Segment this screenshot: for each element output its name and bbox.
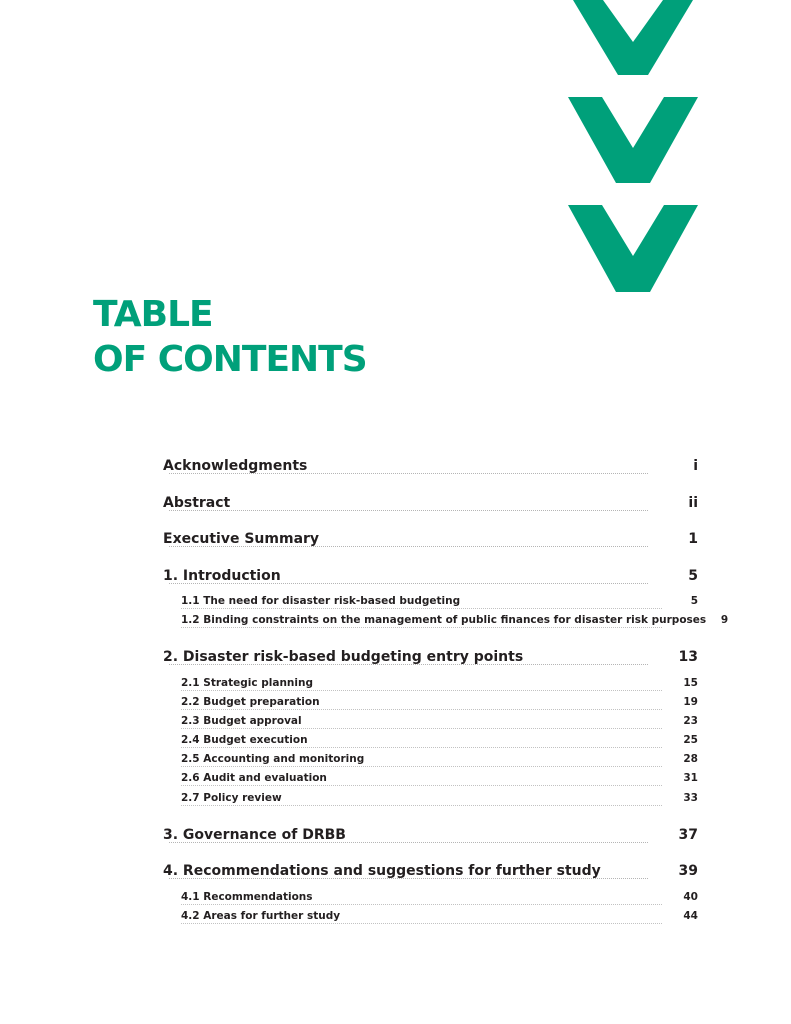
toc-subentry-2-6[interactable] <box>163 767 698 786</box>
toc-subentry-label: 4.2 Areas for further study <box>181 909 341 922</box>
toc-entry-chapter-3[interactable] <box>163 813 698 849</box>
toc-subentry-2-2[interactable] <box>163 691 698 710</box>
leader-dots <box>169 509 648 511</box>
chevron-down-icon <box>568 97 698 183</box>
spacer <box>163 628 698 635</box>
toc-subentry-page: 31 <box>683 772 698 785</box>
leader-dots <box>169 877 648 879</box>
toc-subentry-4-2[interactable] <box>163 905 698 924</box>
chevron-down-icon <box>573 0 693 75</box>
toc-entry-acknowledgments[interactable] <box>163 444 698 480</box>
leader-dots <box>169 545 648 547</box>
toc-entry-page: ii <box>688 494 698 511</box>
toc-subentry-page: 15 <box>683 676 698 689</box>
toc-subentry-2-7[interactable] <box>163 786 698 805</box>
toc-entry-page: 1 <box>688 531 698 548</box>
toc-subentry-1-2[interactable] <box>163 609 729 628</box>
leader-dots <box>169 472 648 474</box>
leader-dots <box>169 582 648 584</box>
toc-subentry-page: 9 <box>720 613 729 626</box>
toc-subentry-4-1[interactable] <box>163 885 698 904</box>
toc-subentry-page: 25 <box>683 734 698 747</box>
toc-entry-chapter-4[interactable] <box>163 849 698 885</box>
toc-subentry-1-1[interactable] <box>163 590 698 609</box>
toc-subentry-label: 4.1 Recommendations <box>181 890 313 903</box>
page-title <box>93 292 367 382</box>
toc-entry-page: i <box>693 458 698 475</box>
toc-subentry-label: 1.2 Binding constraints on the management of public finances for disaster risk purposes <box>181 613 707 626</box>
toc-entry-label: 1. Introduction <box>163 567 281 584</box>
toc-entry-page: 5 <box>688 567 698 584</box>
spacer <box>163 806 698 813</box>
toc-entry-label: Acknowledgments <box>163 458 308 475</box>
toc-subentry-page: 19 <box>683 695 698 708</box>
leader-dots <box>169 841 648 843</box>
toc-entry-label: 3. Governance of DRBB <box>163 827 346 844</box>
toc-subentry-label: 2.4 Budget execution <box>181 734 308 747</box>
toc-entry-abstract[interactable] <box>163 480 698 516</box>
chevron-down-icon <box>568 205 698 292</box>
toc-subentry-page: 28 <box>683 753 698 766</box>
toc-subentry-page: 23 <box>683 714 698 727</box>
toc-entry-label: 2. Disaster risk-based budgeting entry points <box>163 649 524 666</box>
toc-subentry-label: 2.5 Accounting and monitoring <box>181 753 365 766</box>
toc-entry-page: 39 <box>678 863 698 880</box>
toc-entry-executive-summary[interactable] <box>163 517 698 553</box>
toc-subentry-page: 40 <box>683 890 698 903</box>
toc-entry-page: 13 <box>678 649 698 666</box>
leader-dots <box>181 922 662 924</box>
table-of-contents <box>163 444 729 924</box>
toc-entry-label: Abstract <box>163 494 231 511</box>
toc-subentry-label: 2.1 Strategic planning <box>181 676 313 689</box>
toc-subentry-2-5[interactable] <box>163 748 698 767</box>
toc-subentry-page: 44 <box>683 909 698 922</box>
leader-dots <box>181 626 662 628</box>
toc-entry-label: 4. Recommendations and suggestions for further study <box>163 863 601 880</box>
toc-entry-chapter-2[interactable] <box>163 635 698 671</box>
toc-entry-chapter-1[interactable] <box>163 553 698 589</box>
toc-subentry-label: 2.2 Budget preparation <box>181 695 320 708</box>
toc-entry-page: 37 <box>678 827 698 844</box>
toc-subentry-label: 2.3 Budget approval <box>181 714 302 727</box>
toc-subentry-2-1[interactable] <box>163 671 698 690</box>
toc-subentry-page: 5 <box>690 594 698 607</box>
title-line-2: OF CONTENTS <box>93 339 367 380</box>
toc-subentry-2-4[interactable] <box>163 729 698 748</box>
toc-subentry-page: 33 <box>683 791 698 804</box>
toc-entry-label: Executive Summary <box>163 531 320 548</box>
leader-dots <box>169 663 648 665</box>
toc-subentry-2-3[interactable] <box>163 710 698 729</box>
chevron-decoration <box>568 0 698 300</box>
title-line-1: TABLE <box>93 294 213 335</box>
leader-dots <box>181 804 662 806</box>
toc-subentry-label: 2.6 Audit and evaluation <box>181 772 327 785</box>
toc-subentry-label: 1.1 The need for disaster risk-based budgeting <box>181 594 461 607</box>
toc-subentry-label: 2.7 Policy review <box>181 791 282 804</box>
